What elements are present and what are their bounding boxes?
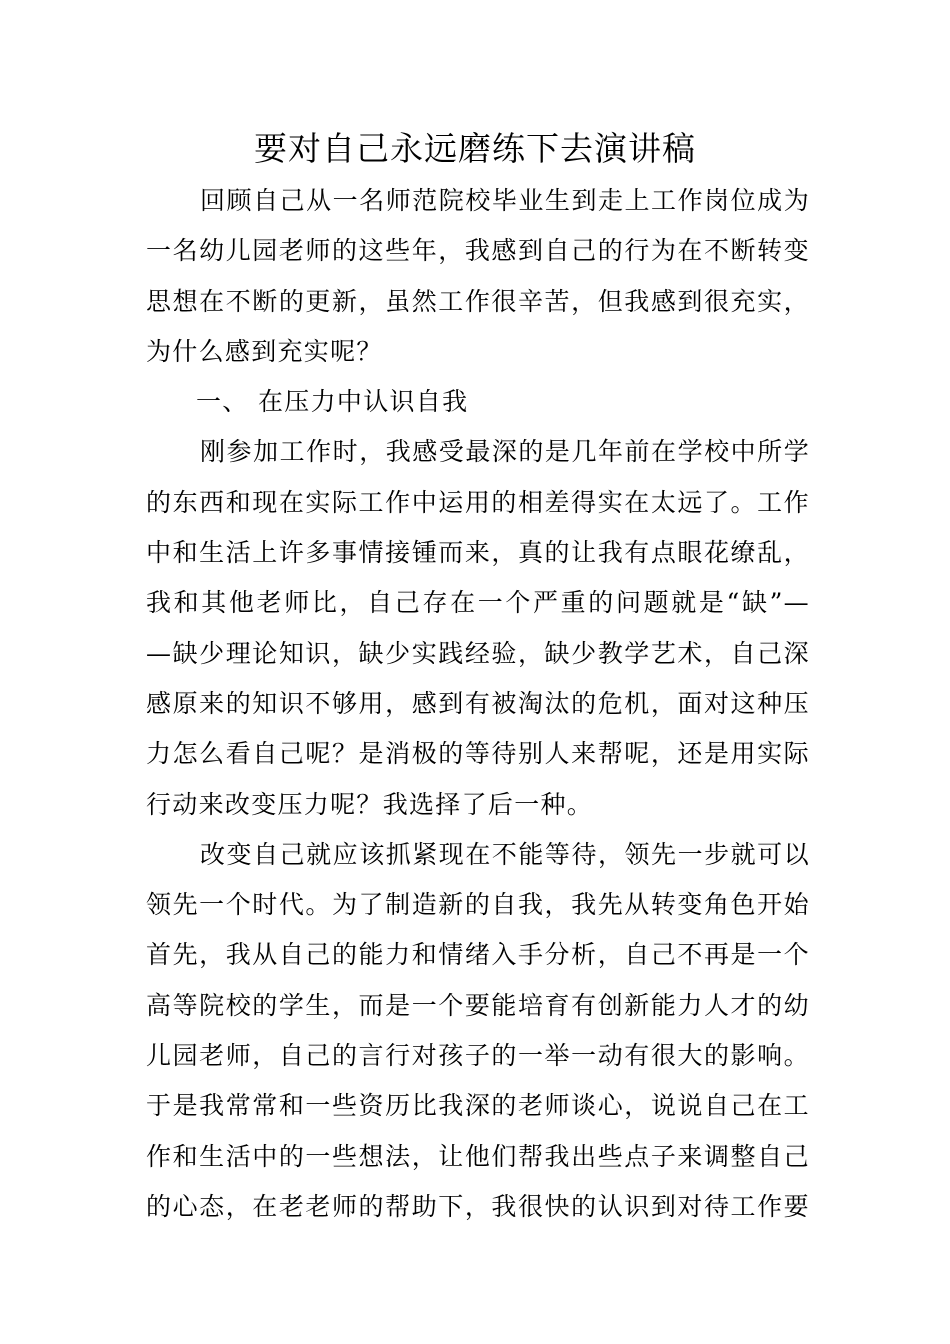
section-heading-text: 在压力中认识自我 [258,387,469,417]
paragraph-line: 高等院校的学生，而是一个要能培育有创新能力人才的幼 [146,990,810,1020]
paragraph-line: 儿园老师，自己的言行对孩子的一举一动有很大的影响。 [146,1041,810,1071]
paragraph-line: 思想在不断的更新，虽然工作很辛苦，但我感到很充实， [146,286,810,316]
paragraph-line: 行动来改变压力呢？我选择了后一种。 [146,789,594,819]
paragraph-line: 领先一个时代。为了制造新的自我，我先从转变角色开始 [146,890,810,920]
section-number: 一、 [196,387,249,417]
section-heading [146,377,810,427]
paragraph-line: 的东西和现在实际工作中运用的相差得实在太远了。工作 [146,487,810,517]
paragraph-line: 力怎么看自己呢？是消极的等待别人来帮呢，还是用实际 [146,739,810,769]
page-title: 要对自己永远磨练下去演讲稿 [254,129,696,168]
paragraph-line: 回顾自己从一名师范院校毕业生到走上工作岗位成为 [200,186,810,215]
paragraph-line: 为什么感到充实呢？ [146,336,383,366]
paragraph-line: 改变自己就应该抓紧现在不能等待，领先一步就可以 [200,839,810,869]
paragraph-line: 于是我常常和一些资历比我深的老师谈心，说说自己在工 [146,1091,810,1121]
paragraph-line: 中和生活上许多事情接锺而来，真的让我有点眼花缭乱， [146,538,810,568]
paragraph-line: 一名幼儿园老师的这些年，我感到自己的行为在不断转变 [146,236,810,266]
paragraph-line: 首先，我从自己的能力和情绪入手分析，自己不再是一个 [146,940,810,970]
paragraph-line: 作和生活中的一些想法，让他们帮我出些点子来调整自己 [146,1141,810,1171]
paragraph-line: 刚参加工作时，我感受最深的是几年前在学校中所学 [200,437,810,467]
paragraph-line: 感原来的知识不够用，感到有被淘汰的危机，面对这种压 [146,688,810,718]
paragraph-line: —缺少理论知识，缺少实践经验，缺少教学艺术，自己深 [146,638,810,668]
document-body [146,176,810,1232]
paragraph-line: 的心态，在老老师的帮助下，我很快的认识到对待工作要 [146,1191,810,1221]
paragraph-line: 我和其他老师比，自己存在一个严重的问题就是“缺”— [146,588,810,618]
